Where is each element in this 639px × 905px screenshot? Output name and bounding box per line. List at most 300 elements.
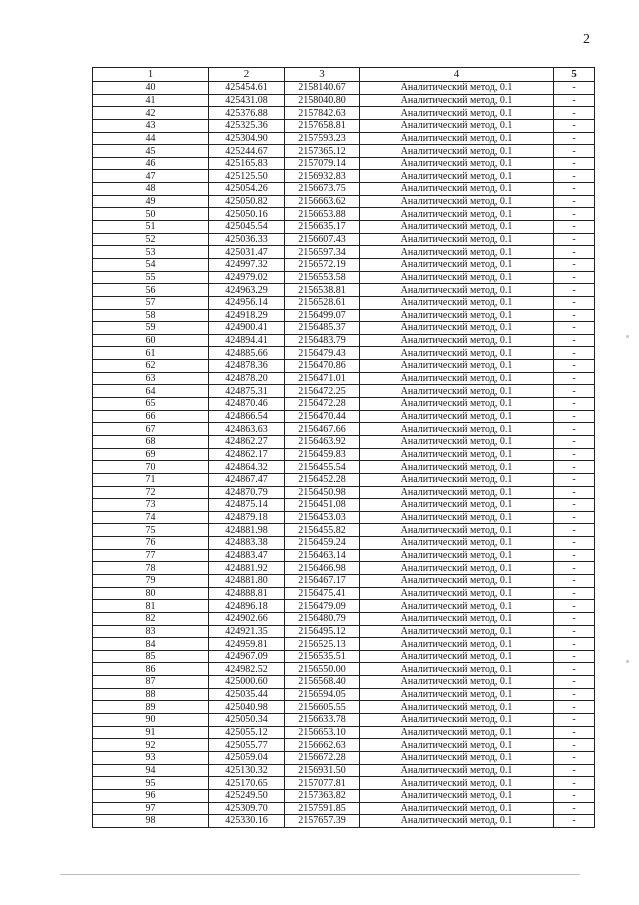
cell-method: Аналитический метод, 0.1	[360, 296, 554, 309]
table-row	[93, 511, 595, 524]
cell-x: 425325.36	[209, 119, 285, 132]
cell-y: 2156455.82	[285, 524, 360, 537]
cell-method: Аналитический метод, 0.1	[360, 473, 554, 486]
cell-description: -	[554, 486, 595, 499]
cell-method: Аналитический метод, 0.1	[360, 739, 554, 752]
cell-method: Аналитический метод, 0.1	[360, 284, 554, 297]
cell-x: 424921.35	[209, 625, 285, 638]
cell-description: -	[554, 271, 595, 284]
cell-x: 425244.67	[209, 145, 285, 158]
table-row	[93, 537, 595, 550]
cell-y: 2156453.03	[285, 511, 360, 524]
table-row	[93, 473, 595, 486]
table-row	[93, 802, 595, 815]
cell-method: Аналитический метод, 0.1	[360, 549, 554, 562]
table-row	[93, 688, 595, 701]
cell-method: Аналитический метод, 0.1	[360, 587, 554, 600]
table-row	[93, 170, 595, 183]
cell-description: -	[554, 612, 595, 625]
cell-x: 425170.65	[209, 777, 285, 790]
cell-x: 425050.82	[209, 195, 285, 208]
cell-method: Аналитический метод, 0.1	[360, 107, 554, 120]
cell-point-number: 93	[93, 751, 209, 764]
cell-y: 2156452.28	[285, 473, 360, 486]
column-header-y: 3	[285, 68, 360, 82]
cell-description: -	[554, 625, 595, 638]
cell-x: 425249.50	[209, 789, 285, 802]
cell-method: Аналитический метод, 0.1	[360, 119, 554, 132]
table-row	[93, 284, 595, 297]
table-row	[93, 145, 595, 158]
cell-description: -	[554, 600, 595, 613]
cell-description: -	[554, 398, 595, 411]
cell-x: 424862.17	[209, 448, 285, 461]
cell-point-number: 66	[93, 410, 209, 423]
cell-point-number: 85	[93, 650, 209, 663]
cell-y: 2156550.00	[285, 663, 360, 676]
table-row	[93, 246, 595, 259]
cell-description: -	[554, 815, 595, 828]
cell-point-number: 47	[93, 170, 209, 183]
table-row	[93, 726, 595, 739]
cell-description: -	[554, 322, 595, 335]
cell-x: 424894.41	[209, 334, 285, 347]
cell-y: 2156633.78	[285, 714, 360, 727]
cell-x: 425036.33	[209, 233, 285, 246]
table-row	[93, 423, 595, 436]
table-row	[93, 714, 595, 727]
cell-description: -	[554, 663, 595, 676]
cell-point-number: 63	[93, 372, 209, 385]
cell-x: 424875.31	[209, 385, 285, 398]
cell-x: 424902.66	[209, 612, 285, 625]
cell-point-number: 40	[93, 82, 209, 95]
cell-description: -	[554, 777, 595, 790]
cell-description: -	[554, 473, 595, 486]
cell-description: -	[554, 410, 595, 423]
cell-y: 2156467.17	[285, 574, 360, 587]
cell-y: 2156528.61	[285, 296, 360, 309]
cell-y: 2156553.58	[285, 271, 360, 284]
cell-point-number: 82	[93, 612, 209, 625]
cell-x: 424963.29	[209, 284, 285, 297]
cell-method: Аналитический метод, 0.1	[360, 334, 554, 347]
cell-x: 424900.41	[209, 322, 285, 335]
cell-point-number: 55	[93, 271, 209, 284]
cell-x: 425050.34	[209, 714, 285, 727]
cell-y: 2156662.63	[285, 739, 360, 752]
cell-method: Аналитический метод, 0.1	[360, 625, 554, 638]
cell-method: Аналитический метод, 0.1	[360, 663, 554, 676]
cell-method: Аналитический метод, 0.1	[360, 524, 554, 537]
cell-point-number: 96	[93, 789, 209, 802]
cell-point-number: 59	[93, 322, 209, 335]
cell-x: 424879.18	[209, 511, 285, 524]
cell-point-number: 41	[93, 94, 209, 107]
cell-method: Аналитический метод, 0.1	[360, 789, 554, 802]
cell-description: -	[554, 145, 595, 158]
cell-point-number: 70	[93, 461, 209, 474]
cell-point-number: 58	[93, 309, 209, 322]
table-row	[93, 562, 595, 575]
cell-description: -	[554, 751, 595, 764]
cell-y: 2156471.01	[285, 372, 360, 385]
cell-description: -	[554, 246, 595, 259]
cell-method: Аналитический метод, 0.1	[360, 461, 554, 474]
cell-method: Аналитический метод, 0.1	[360, 157, 554, 170]
coordinates-table	[92, 67, 595, 828]
cell-description: -	[554, 423, 595, 436]
table-row	[93, 600, 595, 613]
cell-y: 2156470.86	[285, 360, 360, 373]
cell-x: 424885.66	[209, 347, 285, 360]
cell-point-number: 67	[93, 423, 209, 436]
cell-x: 424878.20	[209, 372, 285, 385]
cell-description: -	[554, 435, 595, 448]
cell-x: 425330.16	[209, 815, 285, 828]
cell-point-number: 68	[93, 435, 209, 448]
cell-description: -	[554, 360, 595, 373]
cell-description: -	[554, 119, 595, 132]
table-row	[93, 398, 595, 411]
cell-method: Аналитический метод, 0.1	[360, 410, 554, 423]
cell-point-number: 84	[93, 638, 209, 651]
cell-description: -	[554, 334, 595, 347]
cell-method: Аналитический метод, 0.1	[360, 132, 554, 145]
cell-description: -	[554, 789, 595, 802]
table-row	[93, 82, 595, 95]
cell-description: -	[554, 94, 595, 107]
cell-x: 425376.88	[209, 107, 285, 120]
table-row	[93, 751, 595, 764]
cell-method: Аналитический метод, 0.1	[360, 562, 554, 575]
cell-y: 2156931.50	[285, 764, 360, 777]
cell-x: 424862.27	[209, 435, 285, 448]
cell-x: 425431.08	[209, 94, 285, 107]
cell-y: 2156653.88	[285, 208, 360, 221]
cell-method: Аналитический метод, 0.1	[360, 221, 554, 234]
cell-method: Аналитический метод, 0.1	[360, 802, 554, 815]
cell-y: 2156472.28	[285, 398, 360, 411]
cell-point-number: 87	[93, 676, 209, 689]
cell-point-number: 92	[93, 739, 209, 752]
cell-y: 2156663.62	[285, 195, 360, 208]
cell-y: 2157363.82	[285, 789, 360, 802]
cell-y: 2158040.80	[285, 94, 360, 107]
cell-method: Аналитический метод, 0.1	[360, 435, 554, 448]
cell-method: Аналитический метод, 0.1	[360, 372, 554, 385]
cell-method: Аналитический метод, 0.1	[360, 233, 554, 246]
table-row	[93, 815, 595, 828]
table-row	[93, 486, 595, 499]
table-row	[93, 271, 595, 284]
cell-point-number: 89	[93, 701, 209, 714]
cell-x: 424881.92	[209, 562, 285, 575]
cell-method: Аналитический метод, 0.1	[360, 246, 554, 259]
cell-method: Аналитический метод, 0.1	[360, 574, 554, 587]
cell-method: Аналитический метод, 0.1	[360, 701, 554, 714]
cell-description: -	[554, 574, 595, 587]
cell-x: 424878.36	[209, 360, 285, 373]
cell-point-number: 83	[93, 625, 209, 638]
cell-description: -	[554, 701, 595, 714]
cell-x: 425309.70	[209, 802, 285, 815]
cell-y: 2156480.79	[285, 612, 360, 625]
cell-point-number: 43	[93, 119, 209, 132]
cell-y: 2156932.83	[285, 170, 360, 183]
cell-method: Аналитический метод, 0.1	[360, 183, 554, 196]
cell-description: -	[554, 132, 595, 145]
cell-x: 424982.52	[209, 663, 285, 676]
cell-description: -	[554, 511, 595, 524]
cell-point-number: 77	[93, 549, 209, 562]
column-header-point-number: 1	[93, 68, 209, 82]
cell-point-number: 94	[93, 764, 209, 777]
cell-y: 2156451.08	[285, 499, 360, 512]
cell-x: 425000.60	[209, 676, 285, 689]
cell-y: 2156479.09	[285, 600, 360, 613]
cell-description: -	[554, 688, 595, 701]
cell-description: -	[554, 726, 595, 739]
cell-y: 2156672.28	[285, 751, 360, 764]
cell-y: 2156673.75	[285, 183, 360, 196]
table-row	[93, 663, 595, 676]
cell-method: Аналитический метод, 0.1	[360, 145, 554, 158]
table-row	[93, 322, 595, 335]
table-row	[93, 499, 595, 512]
cell-description: -	[554, 195, 595, 208]
cell-y: 2156450.98	[285, 486, 360, 499]
cell-description: -	[554, 309, 595, 322]
cell-method: Аналитический метод, 0.1	[360, 271, 554, 284]
cell-description: -	[554, 221, 595, 234]
cell-point-number: 49	[93, 195, 209, 208]
table-row	[93, 777, 595, 790]
cell-description: -	[554, 157, 595, 170]
cell-y: 2156479.43	[285, 347, 360, 360]
cell-description: -	[554, 802, 595, 815]
cell-x: 424959.81	[209, 638, 285, 651]
table-row	[93, 208, 595, 221]
cell-x: 424870.79	[209, 486, 285, 499]
page-number: 2	[583, 32, 590, 47]
cell-method: Аналитический метод, 0.1	[360, 499, 554, 512]
cell-y: 2156463.14	[285, 549, 360, 562]
cell-description: -	[554, 372, 595, 385]
cell-method: Аналитический метод, 0.1	[360, 486, 554, 499]
cell-y: 2156538.81	[285, 284, 360, 297]
cell-x: 425125.50	[209, 170, 285, 183]
cell-point-number: 80	[93, 587, 209, 600]
table-row	[93, 119, 595, 132]
cell-x: 424997.32	[209, 258, 285, 271]
cell-description: -	[554, 284, 595, 297]
scan-speck	[626, 660, 629, 663]
cell-point-number: 61	[93, 347, 209, 360]
table-row	[93, 157, 595, 170]
table-row	[93, 183, 595, 196]
cell-point-number: 86	[93, 663, 209, 676]
table-row	[93, 296, 595, 309]
column-header-x: 2	[209, 68, 285, 82]
table-row	[93, 625, 595, 638]
cell-y: 2156597.34	[285, 246, 360, 259]
cell-y: 2156605.55	[285, 701, 360, 714]
cell-description: -	[554, 448, 595, 461]
cell-description: -	[554, 524, 595, 537]
cell-description: -	[554, 499, 595, 512]
cell-point-number: 91	[93, 726, 209, 739]
cell-point-number: 46	[93, 157, 209, 170]
cell-y: 2156470.44	[285, 410, 360, 423]
cell-y: 2156594.05	[285, 688, 360, 701]
cell-x: 425165.83	[209, 157, 285, 170]
cell-method: Аналитический метод, 0.1	[360, 208, 554, 221]
cell-y: 2157657.39	[285, 815, 360, 828]
cell-y: 2157365.12	[285, 145, 360, 158]
cell-method: Аналитический метод, 0.1	[360, 537, 554, 550]
column-header-method: 4	[360, 68, 554, 82]
cell-description: -	[554, 739, 595, 752]
cell-description: -	[554, 347, 595, 360]
table-row	[93, 385, 595, 398]
cell-description: -	[554, 183, 595, 196]
cell-x: 425031.47	[209, 246, 285, 259]
cell-y: 2156475.41	[285, 587, 360, 600]
cell-point-number: 50	[93, 208, 209, 221]
cell-y: 2156466.98	[285, 562, 360, 575]
cell-method: Аналитический метод, 0.1	[360, 650, 554, 663]
cell-method: Аналитический метод, 0.1	[360, 777, 554, 790]
table-row	[93, 549, 595, 562]
table-row	[93, 360, 595, 373]
cell-description: -	[554, 208, 595, 221]
cell-description: -	[554, 562, 595, 575]
cell-y: 2157591.85	[285, 802, 360, 815]
cell-method: Аналитический метод, 0.1	[360, 638, 554, 651]
cell-point-number: 60	[93, 334, 209, 347]
cell-x: 424883.38	[209, 537, 285, 550]
cell-method: Аналитический метод, 0.1	[360, 815, 554, 828]
cell-x: 425059.04	[209, 751, 285, 764]
cell-point-number: 74	[93, 511, 209, 524]
cell-point-number: 98	[93, 815, 209, 828]
cell-y: 2156495.12	[285, 625, 360, 638]
cell-description: -	[554, 385, 595, 398]
table-row	[93, 789, 595, 802]
cell-y: 2158140.67	[285, 82, 360, 95]
table-row	[93, 233, 595, 246]
cell-description: -	[554, 537, 595, 550]
cell-point-number: 95	[93, 777, 209, 790]
cell-description: -	[554, 676, 595, 689]
cell-method: Аналитический метод, 0.1	[360, 398, 554, 411]
cell-x: 424967.09	[209, 650, 285, 663]
cell-point-number: 51	[93, 221, 209, 234]
cell-x: 424881.98	[209, 524, 285, 537]
cell-point-number: 75	[93, 524, 209, 537]
table-row	[93, 764, 595, 777]
cell-x: 424979.02	[209, 271, 285, 284]
cell-x: 425055.12	[209, 726, 285, 739]
table-row	[93, 94, 595, 107]
cell-y: 2156535.51	[285, 650, 360, 663]
cell-description: -	[554, 82, 595, 95]
cell-method: Аналитический метод, 0.1	[360, 511, 554, 524]
cell-description: -	[554, 650, 595, 663]
cell-x: 424956.14	[209, 296, 285, 309]
cell-y: 2156455.54	[285, 461, 360, 474]
cell-method: Аналитический метод, 0.1	[360, 195, 554, 208]
table-row	[93, 372, 595, 385]
cell-x: 425045.54	[209, 221, 285, 234]
column-header-description: 5	[554, 68, 595, 82]
table-row	[93, 309, 595, 322]
cell-y: 2156459.24	[285, 537, 360, 550]
footer-divider	[60, 874, 580, 875]
cell-description: -	[554, 638, 595, 651]
cell-point-number: 44	[93, 132, 209, 145]
cell-point-number: 52	[93, 233, 209, 246]
cell-point-number: 88	[93, 688, 209, 701]
cell-method: Аналитический метод, 0.1	[360, 612, 554, 625]
table-row	[93, 107, 595, 120]
cell-description: -	[554, 170, 595, 183]
cell-x: 425130.32	[209, 764, 285, 777]
cell-point-number: 53	[93, 246, 209, 259]
table-row	[93, 739, 595, 752]
cell-x: 424918.29	[209, 309, 285, 322]
cell-x: 425035.44	[209, 688, 285, 701]
cell-y: 2157593.23	[285, 132, 360, 145]
cell-y: 2157658.81	[285, 119, 360, 132]
cell-x: 424888.81	[209, 587, 285, 600]
cell-x: 425040.98	[209, 701, 285, 714]
cell-y: 2156463.92	[285, 435, 360, 448]
cell-y: 2156635.17	[285, 221, 360, 234]
cell-point-number: 97	[93, 802, 209, 815]
scan-speck	[626, 335, 629, 338]
cell-x: 425054.26	[209, 183, 285, 196]
cell-description: -	[554, 549, 595, 562]
cell-y: 2156485.37	[285, 322, 360, 335]
cell-point-number: 78	[93, 562, 209, 575]
table-row	[93, 435, 595, 448]
table-row	[93, 574, 595, 587]
cell-method: Аналитический метод, 0.1	[360, 82, 554, 95]
table-row	[93, 638, 595, 651]
cell-method: Аналитический метод, 0.1	[360, 94, 554, 107]
cell-method: Аналитический метод, 0.1	[360, 322, 554, 335]
cell-point-number: 72	[93, 486, 209, 499]
cell-method: Аналитический метод, 0.1	[360, 170, 554, 183]
table-row	[93, 676, 595, 689]
cell-point-number: 73	[93, 499, 209, 512]
table-row	[93, 587, 595, 600]
cell-point-number: 65	[93, 398, 209, 411]
cell-x: 424875.14	[209, 499, 285, 512]
cell-y: 2156568.40	[285, 676, 360, 689]
cell-x: 425304.90	[209, 132, 285, 145]
table-row	[93, 650, 595, 663]
table-row	[93, 132, 595, 145]
cell-method: Аналитический метод, 0.1	[360, 751, 554, 764]
cell-description: -	[554, 714, 595, 727]
cell-method: Аналитический метод, 0.1	[360, 309, 554, 322]
cell-description: -	[554, 461, 595, 474]
table-row	[93, 612, 595, 625]
table-row	[93, 461, 595, 474]
